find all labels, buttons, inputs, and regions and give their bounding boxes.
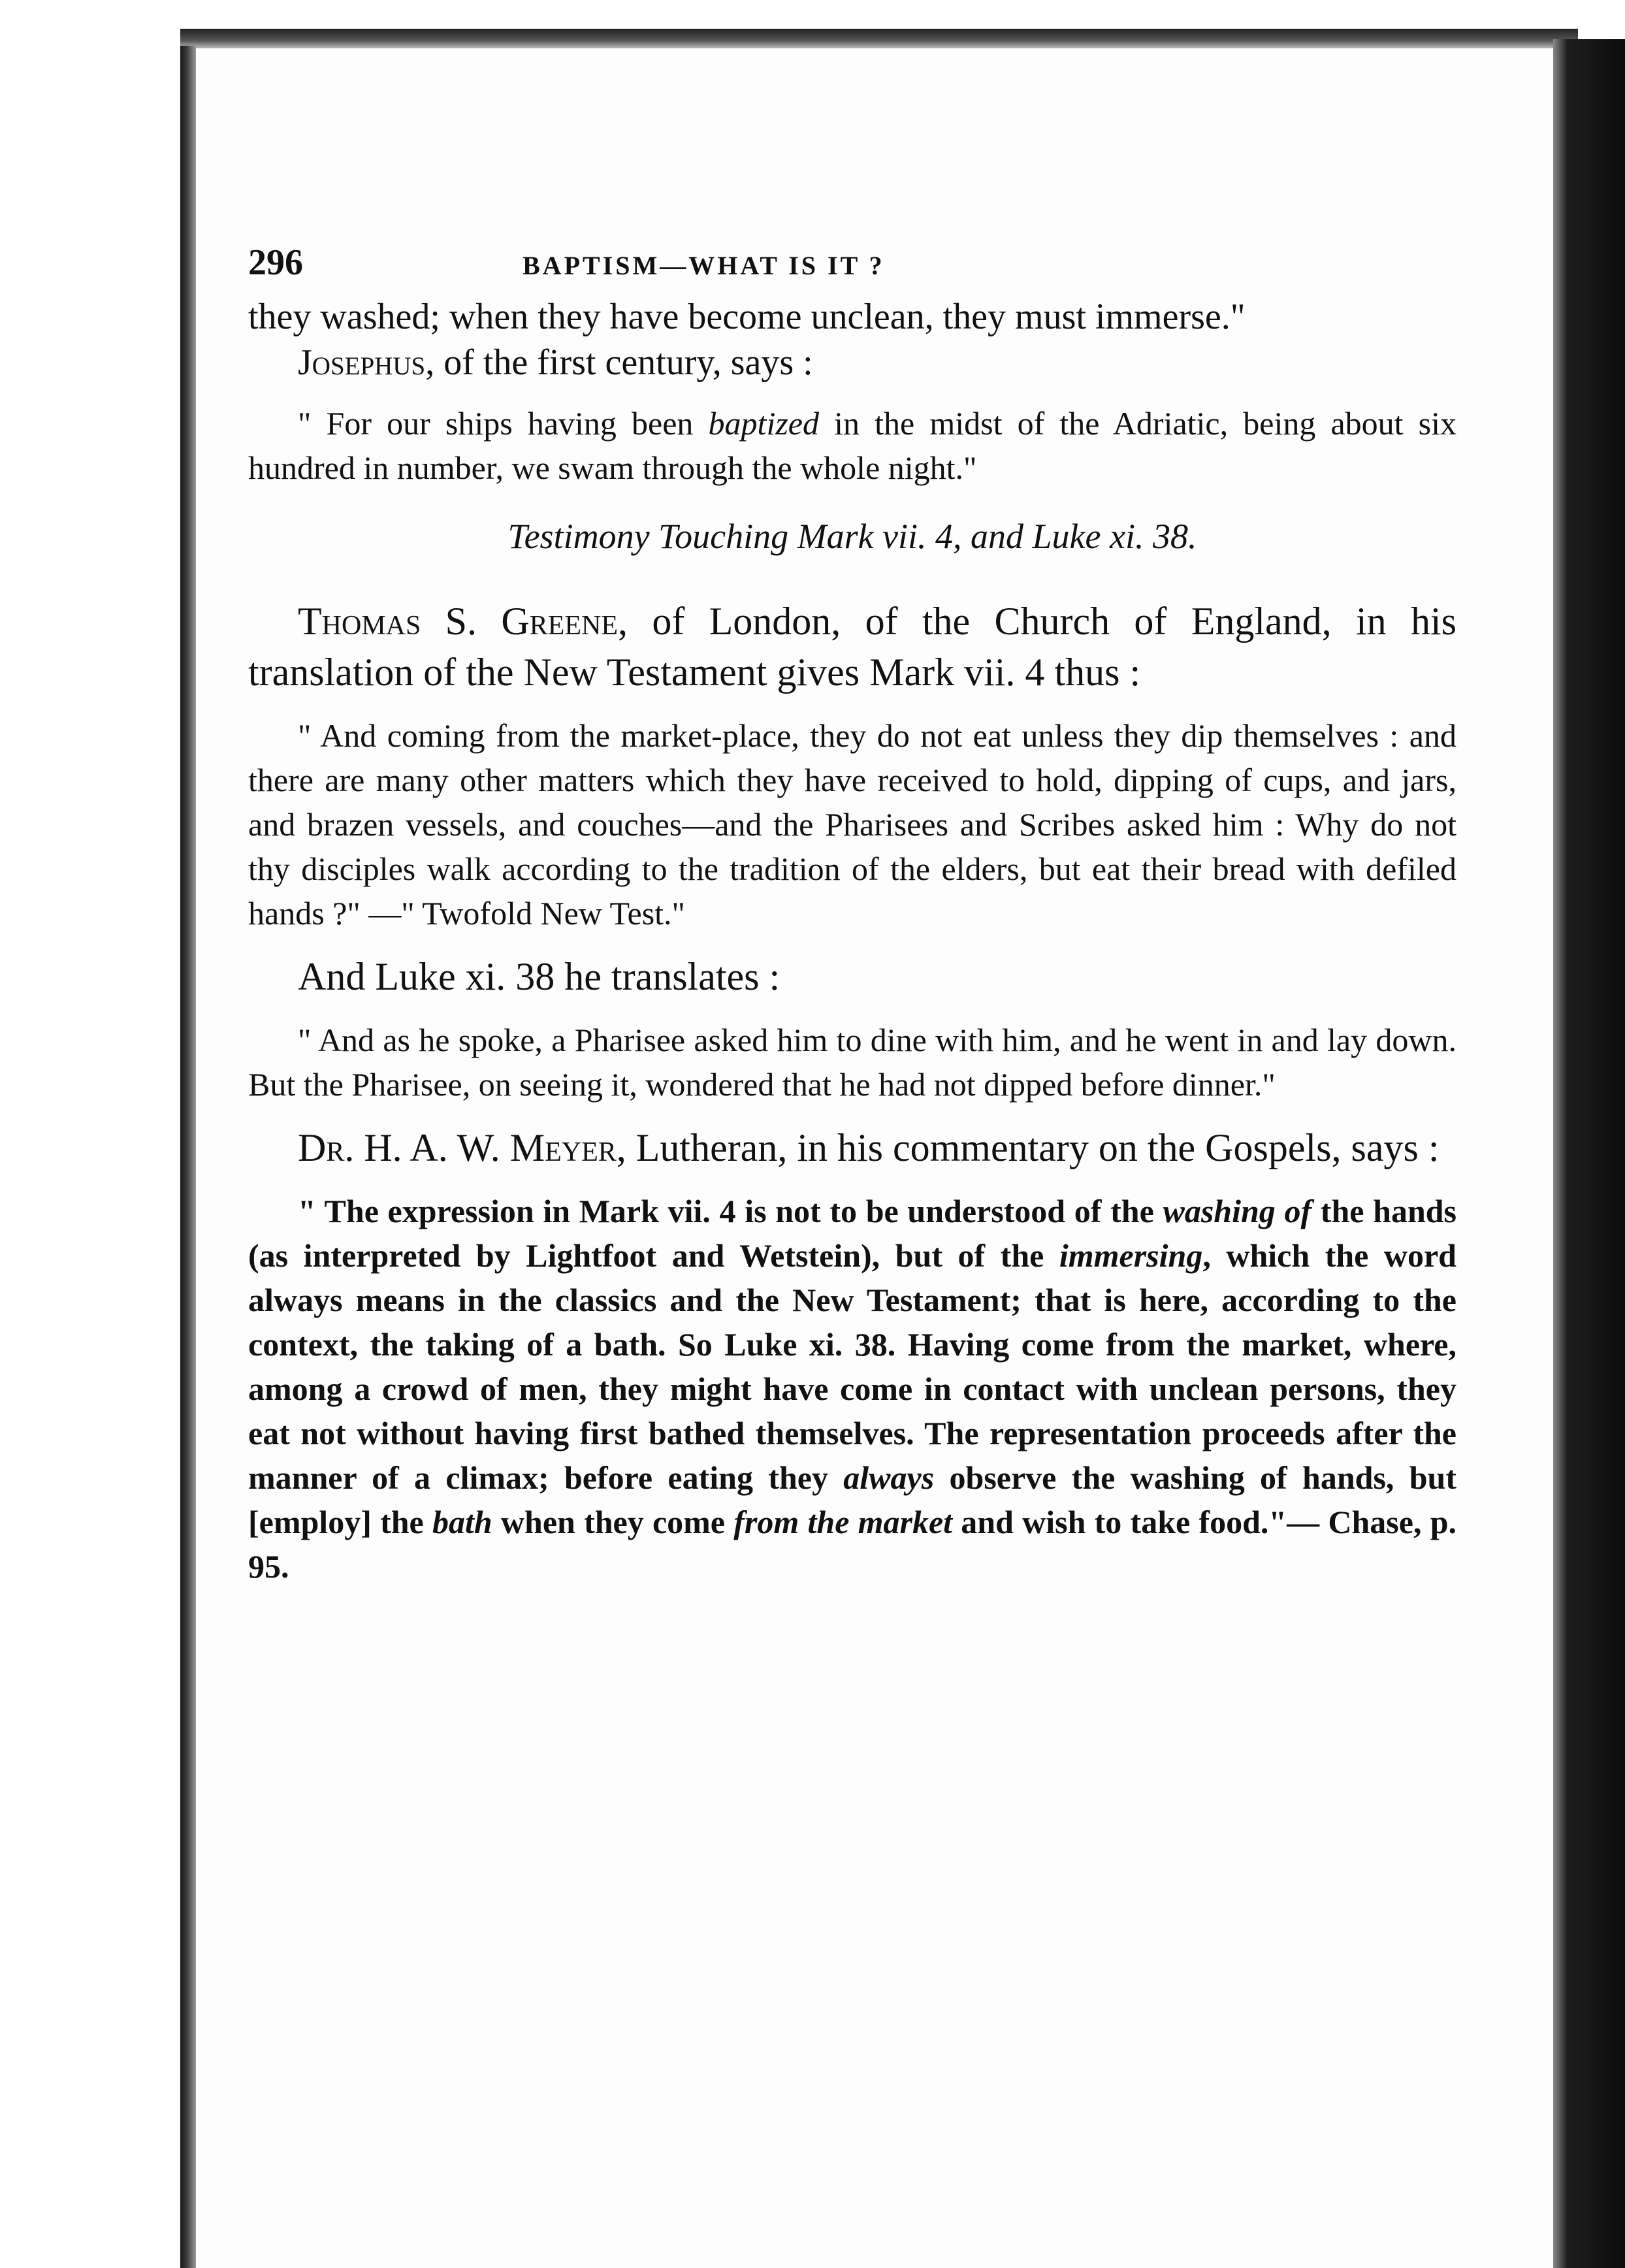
running-header [248,242,1456,294]
author-name: Dr. H. A. W. Meyer [298,1126,617,1169]
paragraph-text: they washed; when they have become unclean, they must immerse." [248,297,1246,337]
paragraph-greene-intro [248,596,1456,698]
quote-josephus [248,401,1456,490]
quote-italic: bath [432,1504,492,1540]
quote-text: in the midst of the Adriatic, being about six hundred in number, we swam through the whole night." [248,405,1457,486]
quote-italic: immersing [1059,1237,1203,1274]
running-title: BAPTISM—WHAT IS IT ? [523,251,885,280]
quote-greene-mark: " And coming from the market-place, they do not eat unless they dip themselves : and there are many other matters which they have received to hold, dipping of cups, and jars, and brazen vessels, and couches—and the Pharisees and Scribes asked him : Why do not thy disciples walk according to the tradition of the elders, but eat their bread with defiled hands ?" —" Twofold New Test." [248,717,1456,932]
scan-border-top [180,29,1578,48]
paragraph-luke-intro: And Luke xi. 38 he translates : [298,955,780,998]
author-name: Josephus [298,342,426,383]
quote-italic: always [843,1459,935,1496]
page-number: 296 [248,242,303,283]
page-content [248,242,1456,1589]
paragraph-meyer-intro [248,1122,1456,1173]
quote-italic: from the market [733,1504,953,1540]
quote-text: observe the washing of hands, but [employ] the [248,1459,1456,1540]
quote-text: the hands (as interpreted by Lightfoot and Wetstein), but of the [248,1193,1457,1274]
author-name: Thomas S. Greene [298,600,618,643]
quote-meyer [248,1189,1456,1589]
quote-text: " The expression in Mark vii. 4 is not to be understood of the [298,1193,1163,1229]
section-heading: Testimony Touching Mark vii. 4, and Luke xi. 38. [507,517,1197,556]
quote-text: when they come [492,1504,734,1540]
quote-italic: baptized [708,405,819,442]
paragraph-text: , of the first century, says : [425,342,813,383]
quote-italic: washing of [1163,1193,1312,1229]
scan-border-right [1553,39,1625,2268]
paragraph-text: , of London, of the Church of England, in his translation of the New Testament gives Mark vii. 4 thus : [248,600,1457,694]
quote-text: and wish to take food."— Chase, p. 95. [248,1504,1457,1585]
quote-text: , which the word always means in the classics and the New Testament; that is here, according to the context, the taking of a bath. So Luke xi. 38. Having come from the market, where, among a crowd of men, they might have come in contact with unclean persons, they eat not without having first bathed themselves. The representation proceeds after the manner of a climax; before eating they [248,1237,1456,1496]
paragraph-continuation [248,294,1456,340]
quote-text: " For our ships having been [298,405,709,442]
quote-greene-luke: " And as he spoke, a Pharisee asked him to dine with him, and he went in and lay down. But the Pharisee, on seeing it, wondered that he had not dipped before dinner." [248,1022,1456,1103]
paragraph-josephus-intro [248,340,1456,385]
scan-border-left [180,46,196,2268]
paragraph-text: , Lutheran, in his commentary on the Gospels, says : [616,1126,1440,1169]
